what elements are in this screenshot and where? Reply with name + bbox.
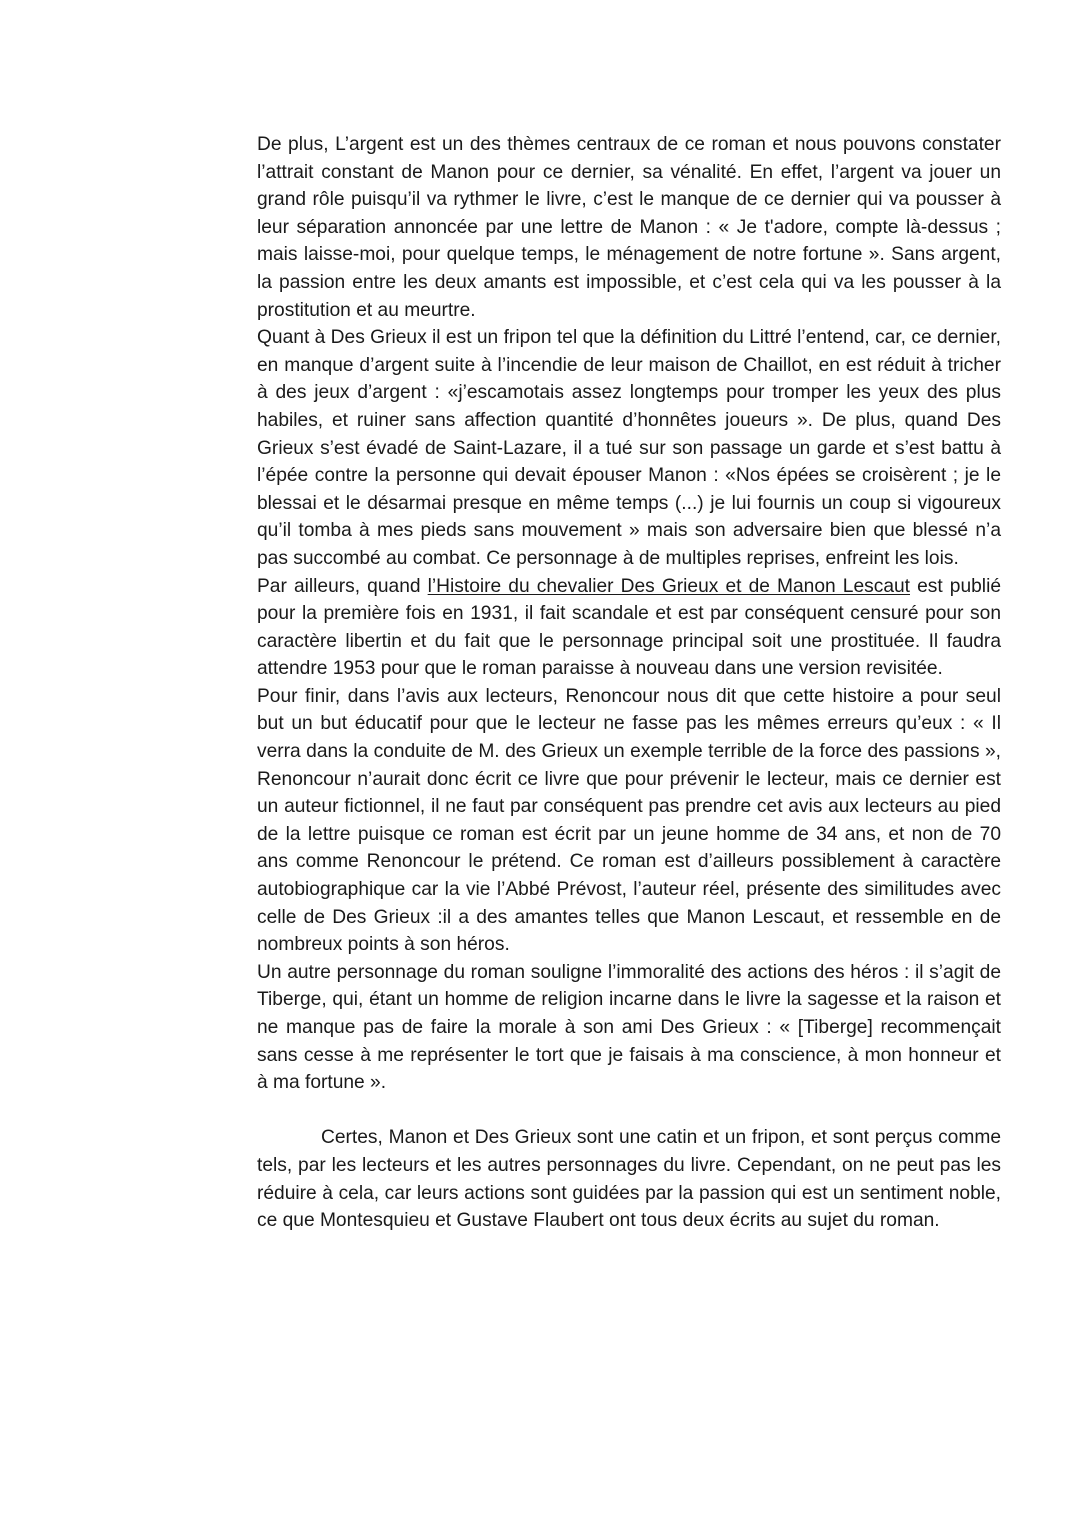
paragraph-publication-lead: Par ailleurs, quand [257, 575, 428, 597]
paragraph-argent: De plus, L’argent est un des thèmes centraux de ce roman et nous pouvons constater l’attrait constant de Manon pour ce dernier, sa vénalité. En effet, l’argent va jouer un grand rôle puisqu’il va rythmer le livre, c’est le manque de ce dernier qui va pousser à leur séparation annoncée par une lettre de Manon : « Je t'adore, compte là-dessus ; mais laisse-moi, pour quelque temps, le ménagement de notre fortune ». Sans argent, la passion entre les deux amants est impossible, et c’est cela qui va les pousser à la prostitution et au meurtre. [257, 134, 1001, 321]
paragraph-publication-rest: est publié pour la première fois en 1931, il fait scandale et est par conséquent censuré pour son caractère libertin et du fait que le personnage principal soit une prostituée. Il faudra attendre 1953 pour que le roman paraisse à nouveau dans une version revisitée. [257, 575, 1002, 680]
paragraph-conclusion: Certes, Manon et Des Grieux sont une catin et un fripon, et sont perçus comme tels, par les lecteurs et les autres personnages du livre. Cependant, on ne peut pas les réduire à cela, car leurs actions sont guidées par la passion qui est un sentiment noble, ce que Montesquieu et Gustave Flaubert ont tous deux écrits au sujet du roman. [257, 1127, 1001, 1232]
text-body [257, 131, 1001, 1235]
paragraph-des-grieux-fripon: Quant à Des Grieux il est un fripon tel que la définition du Littré l’entend, car, ce dernier, en manque d’argent suite à l’incendie de leur maison de Chaillot, en est réduit à tricher à des jeux d’argent : «j’escamotais assez longtemps pour tromper les yeux des plus habiles, et ruiner sans affection quantité d’honnêtes joueurs ». De plus, quand Des Grieux s’est évadé de Saint-Lazare, il a tué sur son passage un garde et s’est battu à l’épée contre la personne qui devait épouser Manon : «Nos épées se croisèrent ; je le blessai et le désarmai presque en même temps (...) je lui fournis un coup si vigoureux qu’il tomba à mes pieds sans mouvement » mais son adversaire bien que blessé n’a pas succombé au combat. Ce personnage à de multiples reprises, enfreint les lois. [257, 327, 1001, 569]
paragraph-avis-lecteurs: Pour finir, dans l’avis aux lecteurs, Renoncour nous dit que cette histoire a pour seul but un but éducatif pour que le lecteur ne fasse pas les mêmes erreurs qu’eux : « Il verra dans la conduite de M. des Grieux un exemple terrible de la force des passions », Renoncour n’aurait donc écrit ce livre que pour prévenir le lecteur, mais ce dernier est un auteur fictionnel, il ne faut par conséquent pas prendre cet avis aux lecteurs au pied de la lettre puisque ce roman est écrit par un jeune homme de 34 ans, et non de 70 ans comme Renoncour le prétend. Ce roman est d’ailleurs possiblement à caractère autobiographique car la vie l’Abbé Prévost, l’auteur réel, présente des similitudes avec celle de Des Grieux :il a des amantes telles que Manon Lescaut, et ressemble en de nombreux points à son héros. [257, 685, 1001, 956]
paragraph-publication [257, 573, 1001, 683]
paragraph-tiberge: Un autre personnage du roman souligne l’immoralité des actions des héros : il s’agit de Tiberge, qui, étant un homme de religion incarne dans le livre la sagesse et la raison et ne manque pas de faire la morale à son ami Des Grieux : « [Tiberge] recommençait sans cesse à me représenter le tort que je faisais à ma conscience, à mon honneur et à ma fortune ». [257, 961, 1001, 1094]
book-title: l’Histoire du chevalier Des Grieux et de Manon Lescaut [427, 575, 910, 597]
